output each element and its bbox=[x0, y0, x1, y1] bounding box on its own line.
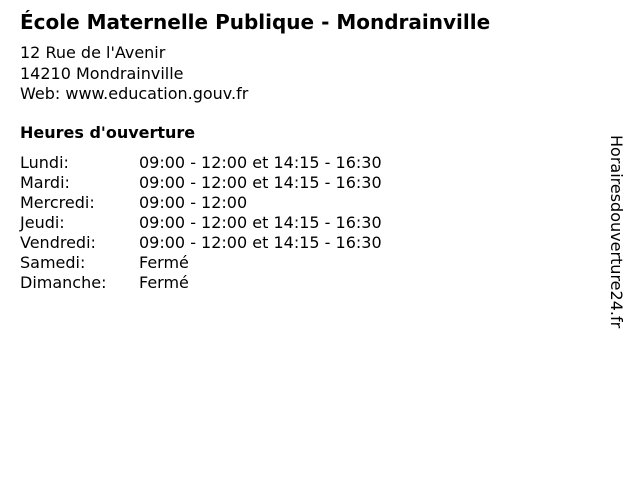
hours-row-vendredi bbox=[20, 233, 440, 253]
website-text: Web: www.education.gouv.fr bbox=[20, 84, 249, 103]
address-block bbox=[20, 43, 248, 105]
day-label: Mardi: bbox=[20, 173, 70, 192]
time-value: 09:00 - 12:00 et 14:15 - 16:30 bbox=[139, 233, 382, 252]
hours-row-samedi bbox=[20, 253, 440, 273]
day-label: Dimanche: bbox=[20, 273, 107, 292]
day-label: Vendredi: bbox=[20, 233, 96, 252]
day-label: Mercredi: bbox=[20, 193, 95, 212]
opening-hours-table bbox=[20, 153, 440, 293]
hours-row-mardi bbox=[20, 173, 440, 193]
day-label: Samedi: bbox=[20, 253, 86, 272]
hours-row-mercredi bbox=[20, 193, 440, 213]
day-label: Jeudi: bbox=[20, 213, 65, 232]
street-address: 12 Rue de l'Avenir bbox=[20, 43, 166, 62]
site-watermark: Horairesdouverture24.fr bbox=[607, 135, 626, 329]
hours-row-dimanche bbox=[20, 273, 440, 293]
page-title: École Maternelle Publique - Mondrainville bbox=[20, 10, 491, 34]
time-value: Fermé bbox=[139, 253, 189, 272]
time-value: 09:00 - 12:00 et 14:15 - 16:30 bbox=[139, 173, 382, 192]
time-value: 09:00 - 12:00 et 14:15 - 16:30 bbox=[139, 213, 382, 232]
time-value: 09:00 - 12:00 et 14:15 - 16:30 bbox=[139, 153, 382, 172]
day-label: Lundi: bbox=[20, 153, 69, 172]
time-value: Fermé bbox=[139, 273, 189, 292]
city-address: 14210 Mondrainville bbox=[20, 63, 184, 83]
opening-hours-heading: Heures d'ouverture bbox=[20, 123, 196, 142]
hours-row-jeudi bbox=[20, 213, 440, 233]
hours-row-lundi bbox=[20, 153, 440, 173]
time-value: 09:00 - 12:00 bbox=[139, 193, 248, 212]
